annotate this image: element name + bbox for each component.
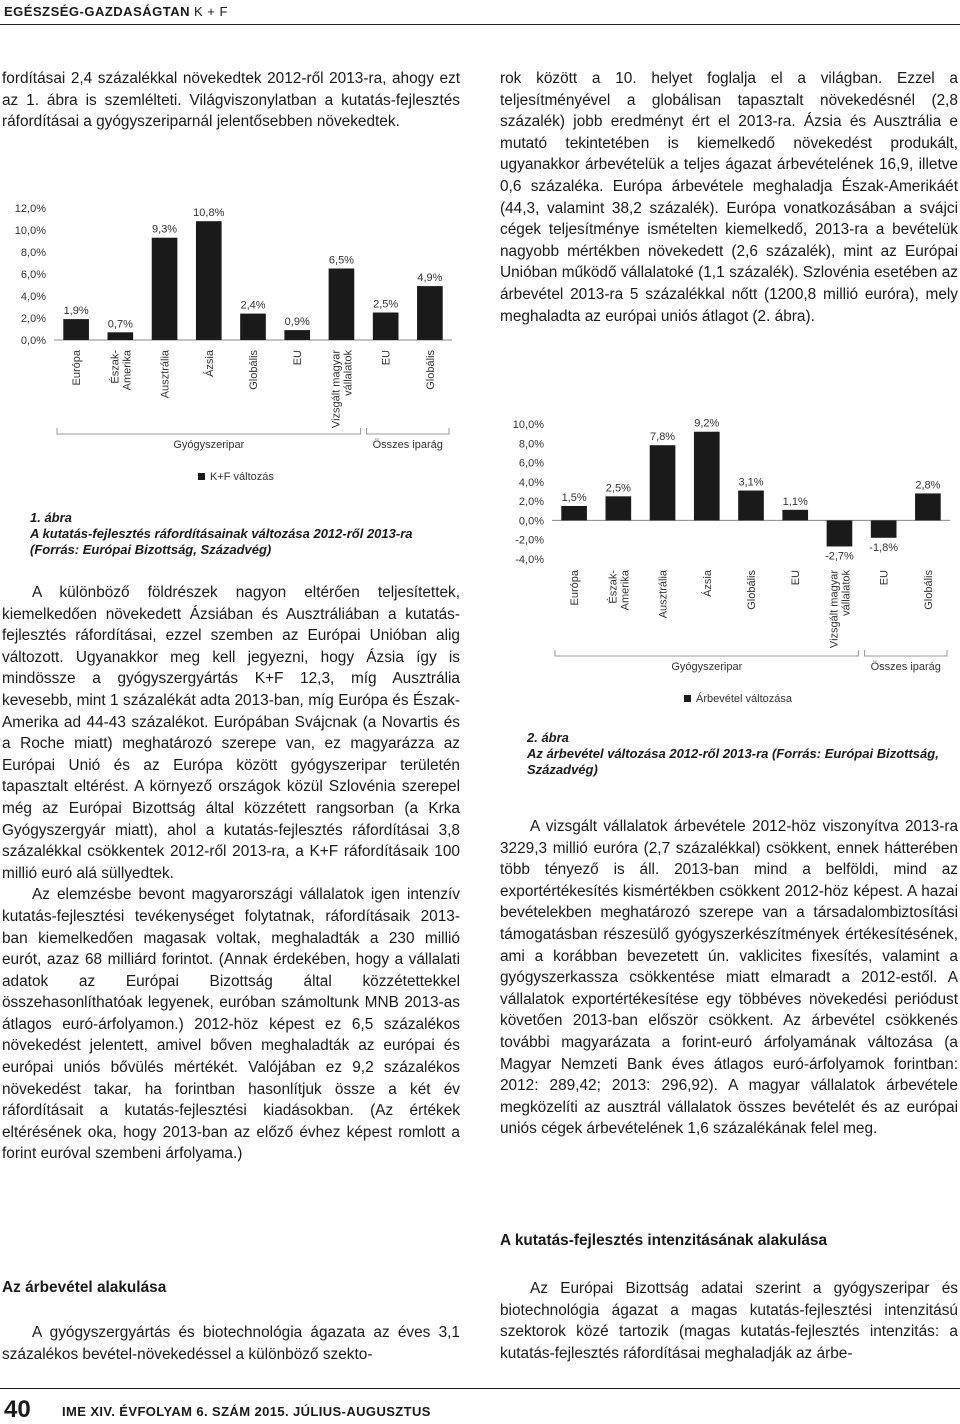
section-subtitle: K + F <box>194 4 228 19</box>
right-paragraph-2: A vizsgált vállalatok árbevétele 2012-höz viszonyítva 2013-ra 3229,3 millió euróra (2,7 százalékkal) csökkent, ennek hátterében több tényező is áll. 2013-ban mind a belföldi, mind az exportértékesítés kismértékben csökkent 2012-höz képest. A hazai bevételekben meghatározó szerepe van a társadalombiztosítási támogatásban részesülő gyógyszerkészítmények értékesítésének, ami a korábban bevezetett ún. vaklicites fixesítés, valamint a gyógyszerkassza csökkentése miatt elmaradt a 2012-estől. A vállalatok exportértékesítése egy többéves növekedési periódust követően 2013-ban először csökkent. Az árbevétel csökkenés további magyarázata a forint-euró árfolyamának változása (a Magyar Nemzeti Bank éves átlagos euró-árfolyamok forintban: 2012: 289,42; 2013: 296,92). A magyar vállalatok árbevétele megközelíti az ausztrál vállalatok összes bevételét és az európai uniós cégek árbevételének 1,6 százalékának felel meg. <box>500 818 958 1138</box>
category-label <box>330 350 354 429</box>
y-tick-label: 8,0% <box>20 247 46 259</box>
category-label-line: vállalatok <box>840 570 853 616</box>
bar-value-label: 1,9% <box>63 305 89 318</box>
category-label-line: Ázsia <box>203 350 216 377</box>
right-paragraph-1: rok között a 10. helyet foglalja el a világban. Ezzel a teljesítményével a globálisan tapasztalt növekedésnél (2,8 százalék) jobb eredményt ért el 2013-ra. Ázsia és Ausztrália e mutató tekintetében is kiemelkedő növekedést produkált, ugyanakkor árbevételük a teljes ágazat árbevételének 16,9, illetve 0,6 százaléka. Európa árbevétele meghaladja Észak-Amerikáét (44,3, valamint 38,2 százalék). Európa vonatkozásában a svájci cégek teljesítménye ismételten kiemelkedő, 2013-ra a bevételük nagyobb mértékben növekedett (2,6 százalék), mint az Európai Unióban működő vállalatoké (1,1 százalék). Szlovénia esetében az árbevétel 2013-ra 5 százalékkal nőtt (1200,8 millió euróra), mely meghaladta az európai uniós átlagot (2. ábra). <box>500 70 958 325</box>
header-rule <box>0 24 960 25</box>
group-label: Összes iparág <box>870 661 941 673</box>
footer-rule <box>0 1388 960 1389</box>
bar <box>782 510 808 521</box>
page-number: 40 <box>4 1396 31 1423</box>
y-tick-label: 0,0% <box>518 515 544 528</box>
category-label-line: Amerika <box>619 570 632 611</box>
bar <box>329 269 355 341</box>
bar-value-label: 1,1% <box>782 495 808 508</box>
bar <box>108 332 134 340</box>
bar <box>827 520 853 546</box>
bar-value-label: 0,7% <box>107 318 133 331</box>
bar <box>915 493 941 520</box>
figure-2-number: 2. ábra <box>527 730 569 745</box>
bar-value-label: 2,4% <box>240 299 266 312</box>
page-footer <box>0 1388 960 1423</box>
bar-value-label: 2,5% <box>373 298 399 311</box>
page-header <box>0 0 960 28</box>
left-body <box>2 582 460 1165</box>
category-label-line: Észak- <box>607 570 620 604</box>
left-paragraph-4: A gyógyszergyártás és biotechnológia ágazata az éves 3,1 százalékos bevétel-növekedéssel a különböző szekto- <box>2 1324 460 1363</box>
category-label-line: Európa <box>71 350 84 386</box>
category-label <box>701 569 714 597</box>
category-label <box>203 349 216 377</box>
category-label <box>828 570 852 649</box>
bar-value-label: 4,9% <box>417 272 443 285</box>
bar <box>606 496 632 520</box>
group-bracket <box>865 650 947 656</box>
figure-2-caption-text: Az árbevétel változása 2012-ről 2013-ra (Forrás: Európai Bizottság, Századvég) <box>527 746 939 777</box>
journal-info: IME XIV. ÉVFOLYAM 6. SZÁM 2015. JÚLIUS-AUGUSZTUS <box>62 1404 431 1419</box>
category-label <box>108 349 133 390</box>
bar-value-label: 1,5% <box>561 491 587 504</box>
bar <box>196 221 222 340</box>
left-heading: Az árbevétel alakulása <box>2 1279 167 1296</box>
bar-value-label: 2,8% <box>915 479 941 492</box>
legend-label: Árbevétel változása <box>696 693 792 705</box>
y-tick-label: 4,0% <box>518 476 544 489</box>
bar-value-label: 9,2% <box>694 417 720 430</box>
section-label <box>4 4 228 19</box>
figure-2-caption <box>527 730 958 778</box>
category-label-line: Vizsgált magyar <box>828 570 841 649</box>
legend-swatch <box>684 695 691 702</box>
figure-1-svg <box>2 190 460 490</box>
category-label <box>248 350 260 390</box>
bar <box>738 491 764 521</box>
category-label-line: EU <box>292 350 305 366</box>
section-title: EGÉSZSÉG-GAZDASÁGTAN <box>4 4 190 19</box>
left-paragraph-2: A különböző földrészek nagyon eltérően teljesítettek, kiemelkedően növekedett Ázsiában és Ausztráliában a kutatás-fejlesztés ráfordításai, ezzel szemben az Európai Unióban alig változott. Ugyanakkor meg kell jegyezni, hogy Ázsia így is mindössze a gyógyszergyártás K+F 12,3, míg Ausztrália kevesebb, mint 1 százalékát adta 2013-ban, míg Európa és Észak-Amerika ad 44-43 százalékot. Európában Svájcnak (a Novartis és a Roche miatt) meghatározó szerepe van, ez magyarázza az Európai Unió és az Európa között gyógyszeripar területén tapasztalt eltérést. A környező országok közül Szlovénia szerepel még az Európai Bizottság által közzétett rangsorban (a Krka Gyógyszergyár miatt), ahol a kutatás-fejlesztés ráfordításai 3,8 százalékkal csökkentek 2012-ről 2013-ra, a K+F ráfordításaik 100 millió euró alá süllyedtek. <box>2 584 460 882</box>
category-label-line: EU <box>878 570 891 586</box>
y-tick-label: 10,0% <box>512 419 544 431</box>
group-label: Összes iparág <box>372 439 443 451</box>
category-label <box>879 570 891 585</box>
y-tick-label: 2,0% <box>20 313 46 325</box>
figure-1-number: 1. ábra <box>30 510 72 525</box>
bar-value-label: 6,5% <box>328 254 354 267</box>
bar <box>650 445 676 520</box>
category-label-line: Ausztrália <box>159 350 172 399</box>
figure-1-caption-text: A kutatás-fejlesztés ráfordításainak változása 2012-ről 2013-ra (Forrás: Európai Bizottság, Századvég) <box>30 526 413 557</box>
group-bracket <box>367 428 449 434</box>
y-tick-label: 8,0% <box>518 438 544 451</box>
bar <box>240 314 266 340</box>
category-label <box>658 569 670 618</box>
bar-value-label: 7,8% <box>650 431 676 444</box>
category-label <box>381 350 393 365</box>
bar <box>561 506 587 520</box>
y-tick-label: -2,0% <box>515 534 544 547</box>
group-bracket <box>555 650 859 656</box>
bar <box>152 238 178 340</box>
right-heading: A kutatás-fejlesztés intenzitásának alakulása <box>500 1232 828 1249</box>
group-label: Gyógyszeripar <box>671 661 743 673</box>
bar <box>373 313 399 341</box>
left-paragraph-3: Az elemzésbe bevont magyarországi vállalatok igen intenzív kutatás-fejlesztési tevékenységet folytatnak, ráfordításaik 2013-ban kiemelkedően magasak voltak, meghaladták a 230 millió eurót, azaz 68 milliárd forintot. (Annak érdekében, hogy a vállalati adatok az Európai Bizottság által közzétettekkel összehasonlíthatóak legyenek, euróban számoltunk MNB 2013-as átlagos euró-árfolyamon.) 2012-höz képest ez 6,5 százalékos növekedést jelentett, amivel bőven meghaladták az európai és európai uniós bővülés mértékét. Valójában ez 9,2 százalékos növekedést takar, ha forintban hasonlítjuk össze a két év ráfordításait a kutatás-fejlesztési kiadásokban. (Az értékek eltérésének oka, hogy 2013-ban az előző évhez képest romlott a forint euróval szembeni árfolyama.) <box>2 886 460 1163</box>
figure-1-caption <box>30 510 460 558</box>
right-paragraph-3: Az Európai Bizottság adatai szerint a gyógyszeripar és biotechnológia ágazat a magas kutatás-fejlesztési intenzitású szektorok közé tartozik (magas kutatás-fejlesztés intenzitás: a kutatás-fejlesztés ráfordításai meghaladják az árbe- <box>500 1280 958 1362</box>
y-tick-label: -4,0% <box>515 554 544 566</box>
category-label <box>746 570 758 610</box>
bar <box>417 286 443 340</box>
category-label <box>71 349 83 385</box>
bar-value-label: 0,9% <box>284 316 310 329</box>
category-label <box>425 350 437 390</box>
bar-value-label: -1,8% <box>869 541 899 554</box>
bar <box>63 319 89 340</box>
legend-swatch <box>198 473 205 480</box>
category-label-line: Globális <box>248 350 260 390</box>
category-label-line: EU <box>790 570 803 586</box>
y-tick-label: 0,0% <box>20 335 46 347</box>
category-label <box>569 569 581 605</box>
figure-2-chart <box>500 410 958 712</box>
group-bracket <box>57 428 361 434</box>
category-label <box>292 350 304 365</box>
bar-value-label: 3,1% <box>738 476 764 489</box>
figure-1-chart <box>2 190 460 490</box>
category-label-line: Ausztrália <box>657 570 670 619</box>
category-label-line: EU <box>380 350 393 366</box>
y-tick-label: 2,0% <box>518 496 544 509</box>
category-label-line: Vizsgált magyar <box>330 350 343 429</box>
category-label <box>606 569 631 610</box>
category-label <box>160 349 172 398</box>
bar-value-label: 2,5% <box>605 482 631 495</box>
y-tick-label: 6,0% <box>20 269 46 281</box>
group-label: Gyógyszeripar <box>173 439 245 451</box>
bar <box>284 330 310 340</box>
category-label <box>790 570 802 585</box>
category-label-line: Amerika <box>121 350 134 391</box>
category-label-line: Globális <box>746 570 758 610</box>
category-label-line: vállalatok <box>342 350 355 396</box>
category-label-line: Ázsia <box>701 570 714 597</box>
category-label-line: Globális <box>922 570 935 610</box>
bar <box>871 520 897 537</box>
category-label <box>923 570 935 610</box>
category-label-line: Globális <box>424 350 437 390</box>
bar-value-label: -2,7% <box>825 550 854 563</box>
y-tick-label: 6,0% <box>518 457 544 470</box>
y-tick-label: 12,0% <box>14 203 46 215</box>
figure-2-svg <box>500 410 958 712</box>
legend-label: K+F változás <box>210 471 274 483</box>
y-tick-label: 10,0% <box>14 225 46 237</box>
bar-value-label: 9,3% <box>152 223 178 236</box>
category-label-line: Európa <box>569 570 582 606</box>
y-tick-label: 4,0% <box>20 291 46 303</box>
category-label-line: Észak- <box>109 350 122 384</box>
bar <box>694 432 720 521</box>
left-paragraph-1: fordításai 2,4 százalékkal növekedtek 2012-ről 2013-ra, ahogy ezt az 1. ábra is szemlélteti. Világviszonylatban a kutatás-fejlesztés ráfordításai a gyógyszeriparnál jelentősebben növekedtek. <box>2 70 460 131</box>
bar-value-label: 10,8% <box>193 207 225 220</box>
